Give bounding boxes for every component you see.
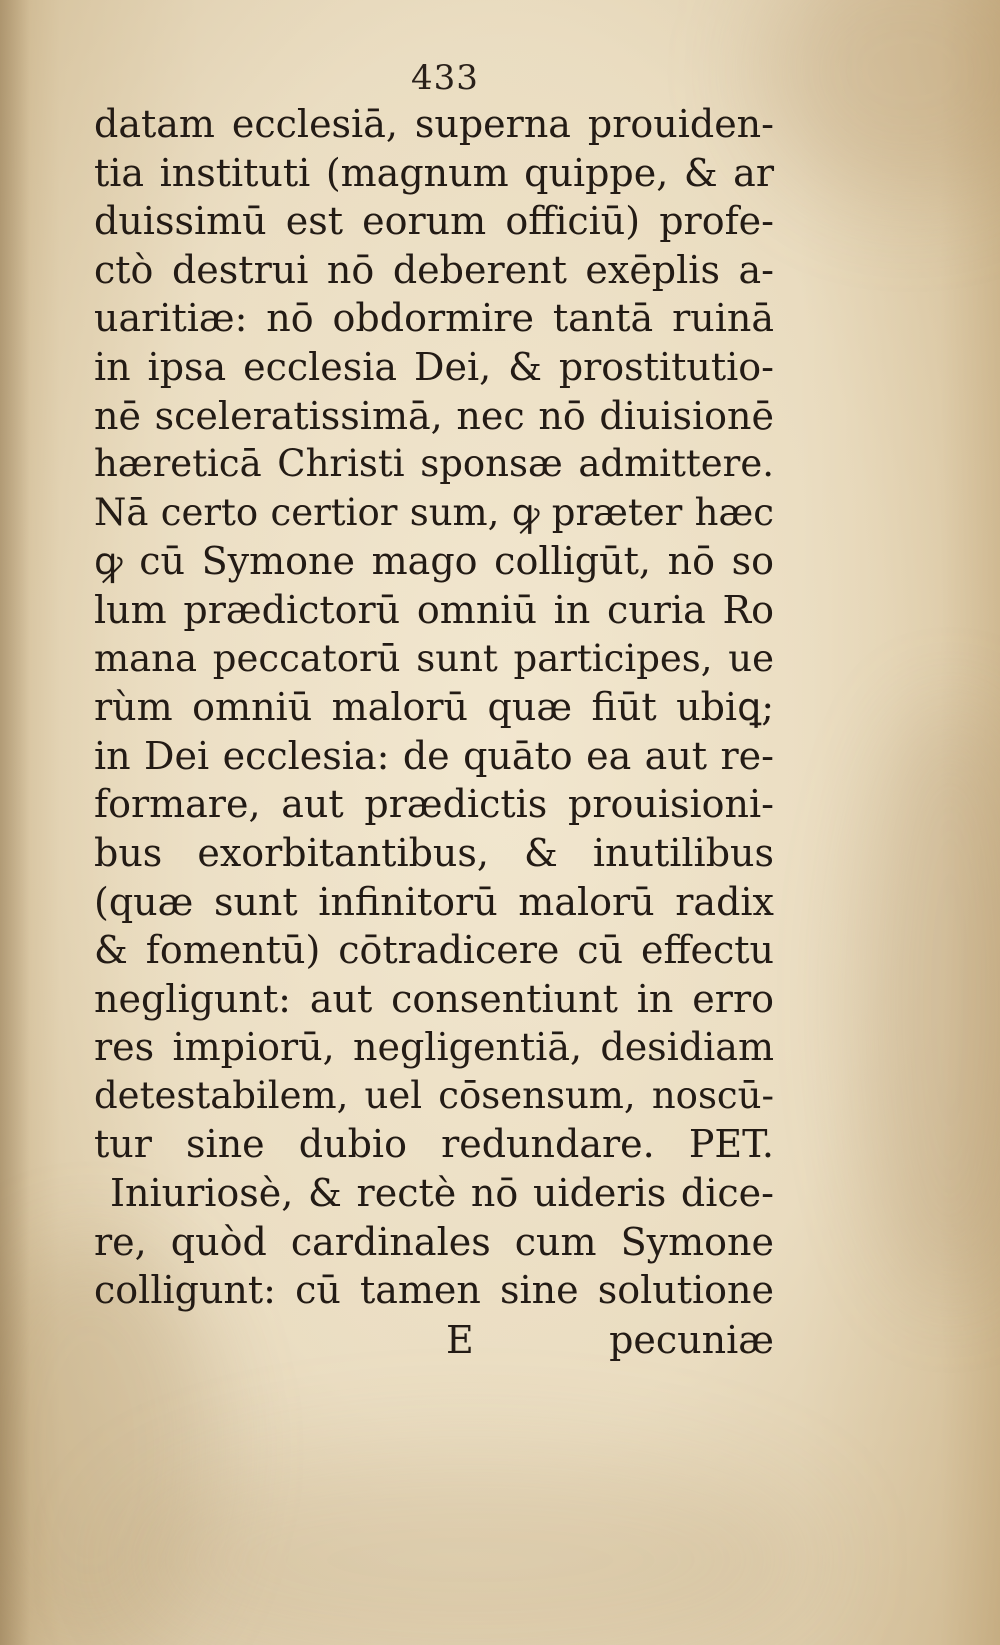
text-line: nē sceleratissimā, nec nō diuisionē [94,393,774,438]
text-line: rùm omniū malorū quæ fiūt ubiꝗ; [94,685,774,730]
page-footer [94,1318,774,1368]
text-line: mana peccatorū sunt participes, ue [94,636,774,680]
text-line: re, quòd cardinales cum Symone [94,1219,774,1264]
text-line: Nā certo certior sum, ꝙ præter hæc [94,490,774,534]
gutter-shadow [0,0,30,1645]
text-line: lum prædictorū omniū in curia Ro [94,587,774,632]
catchword: pecuniæ [609,1318,774,1362]
signature-mark: E [446,1318,474,1362]
text-line: tia instituti (magnum quippe, & ar [94,150,774,195]
text-line: bus exorbitantibus, & inutilibus [94,830,774,875]
text-line: formare, aut prædictis prouisioni- [94,782,774,827]
page-number: 433 [411,58,479,98]
text-line: uaritiæ: nō obdormire tantā ruinā [94,296,774,341]
text-line: ꝙ cū Symone mago colligūt, nō so [94,539,774,584]
text-line: in Dei ecclesia: de quāto ea aut re- [94,733,774,778]
text-line: datam ecclesiā, superna prouiden- [94,102,774,146]
text-line: colligunt: cū tamen sine solutione [94,1268,774,1313]
text-line: res impiorū, negligentiā, desidiam [94,1025,774,1070]
text-line: Iniuriosè, & rectè nō uideris dice- [110,1171,774,1216]
text-line: (quæ sunt infinitorū malorū radix [94,879,774,924]
body-text [94,100,774,1315]
text-line: tur sine dubio redundare. PET. [94,1122,774,1167]
text-line: & fomentū) cōtradicere cū effectu [94,928,774,973]
text-line: detestabilem, uel cōsensum, noscū- [94,1073,774,1117]
age-stain [760,0,1000,200]
text-line: hæreticā Christi sponsæ admittere. [94,442,774,486]
text-line: negligunt: aut consentiunt in erro [94,976,774,1021]
age-stain [860,700,1000,1300]
text-line: duissimū est eorum officiū) profe- [94,199,774,244]
text-line: ctò destrui nō deberent exēplis a- [94,247,774,292]
text-line: in ipsa ecclesia Dei, & prostitutio- [94,344,774,389]
age-stain [120,1450,820,1645]
